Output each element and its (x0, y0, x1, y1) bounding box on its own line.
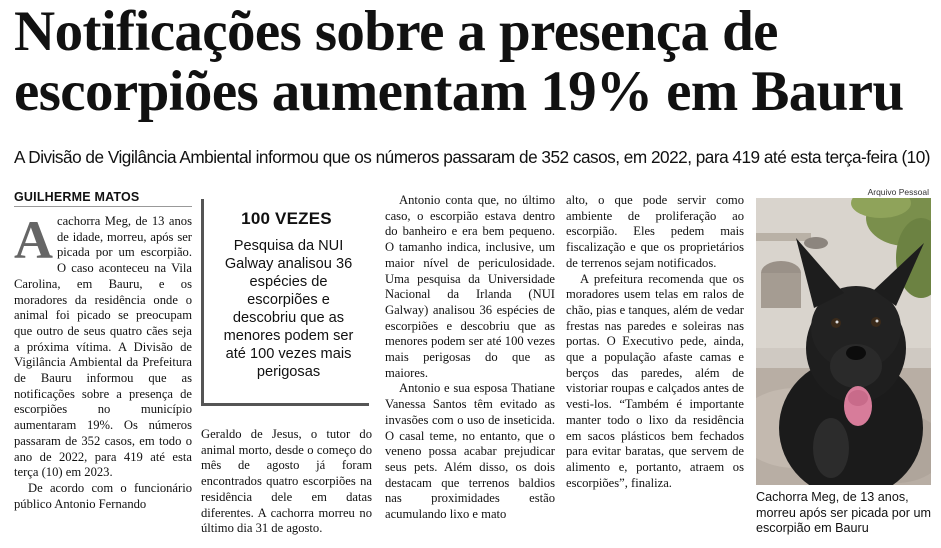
article-paragraph: De acordo com o funcionário público Antonio Fernando (14, 480, 192, 511)
article-paragraph (14, 210, 192, 481)
article-paragraph: Geraldo de Jesus, o tutor do animal morto, desde o começo do mês de agosto já foram encontrados quatro escorpiões na residência dele em datas diferentes. A cachorra morreu no último dia 31 de agosto. (201, 427, 372, 536)
article-paragraph: Antonio e sua esposa Thatiane Vanessa Santos têm evitado as invasões com o uso de inseticida. O casal teme, no entanto, que o veneno possa acabar prejudicar seus pets. Além disso, os dois destacam que terrenos baldios nas proximidades estão acumulando lixo e mato (385, 381, 555, 522)
callout-box (201, 199, 369, 406)
article-column-4 (566, 193, 744, 491)
photo-credit: Arquivo Pessoal (867, 187, 929, 197)
dog-photo (756, 198, 931, 485)
callout-title: 100 VEZES (241, 209, 332, 228)
byline: GUILHERME MATOS (14, 190, 192, 207)
photo-caption: Cachorra Meg, de 13 anos, morreu após ser picada por um escorpião em Bauru (756, 490, 931, 535)
article-column-1 (14, 210, 192, 512)
headline (14, 2, 934, 122)
subheadline: A Divisão de Vigilância Ambiental informou que os números passaram de 352 casos, em 2022, para 419 até esta terça-feira (10) (14, 147, 931, 167)
headline-line-2: escorpiões aumentam 19% em Bauru (14, 60, 904, 123)
headline-line-1: Notificações sobre a presença de (14, 0, 778, 63)
dog-photo-illustration (756, 198, 931, 485)
article-column-3 (385, 193, 555, 523)
article-column-2 (201, 427, 372, 537)
article-paragraph: A prefeitura recomenda que os moradores usem telas em ralos de chão, pias e tanques, além de vedar frestas nas paredes e soleiras nas portas. O Executivo pede, ainda, que a população afaste camas e berços das paredes, além de vistoriar roupas e calçados antes de vesti-los. “Também é importante manter todo o lixo da residência em sacos plásticos bem fechados para evitar baratas, que servem de alimento e, portanto, atraem os escorpiões”, finaliza. (566, 271, 744, 490)
drop-cap: A (14, 210, 53, 270)
article-paragraph: Antonio conta que, no último caso, o escorpião estava dentro do banheiro e era bem pequeno. O tamanho indica, inclusive, um maior nível de periculosidade. Uma pesquisa da Universidade Nacional da Irlanda (NUI Galway) analisou 36 espécies de escorpiões e descobriu que as menores podem ser até 100 vezes mais perigosas do que as maiores. (385, 193, 555, 380)
callout-text: Pesquisa da NUI Galway analisou 36 espécies de escorpiões e descobriu que as menores podem ser até 100 vezes mais perigosas (223, 238, 354, 380)
article-paragraph: alto, o que pode servir como ambiente de proliferação ao escorpião. Eles pedem mais fiscalização e que os proprietários de terrenos sejam notificados. (566, 193, 744, 270)
article-text: cachorra Meg, de 13 anos de idade, morreu, após ser picada por um escorpião. O caso aconteceu na Vila Carolina, em Bauru, e os moradores da residência onde o animal foi picado se preocupam que outro de seus quatro cães seja a próxima vítima. A Divisão de Vigilância Ambiental da Prefeitura de Bauru informou que as notificações sobre a presença de escorpiões no município aumentaram 19%. Os números passaram de 352 casos, em todo o ano de 2022, para 419 até esta terça (10) em 2023. (14, 214, 192, 480)
